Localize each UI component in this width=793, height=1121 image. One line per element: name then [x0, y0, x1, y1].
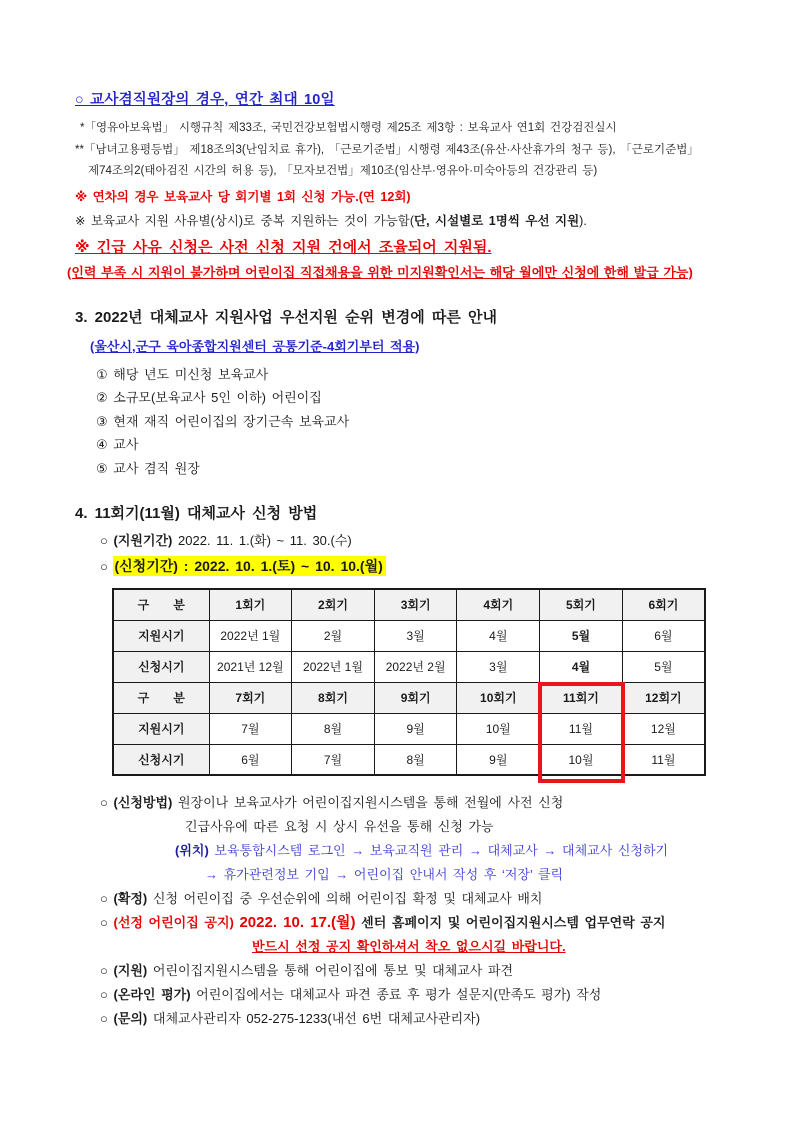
header-cell: 4회기	[457, 589, 540, 620]
location-line-1	[175, 839, 733, 863]
inquiry-line	[100, 1007, 733, 1031]
table-cell: 10월	[540, 744, 623, 775]
urgent-request-subnote: (인력 부족 시 지원이 불가하며 어린이집 직접채용을 위한 미지원확인서는 해당 월에만 신청에 한해 발급 가능)	[67, 264, 693, 280]
support-months-row-1	[113, 620, 705, 651]
round-schedule-table	[112, 588, 706, 776]
footnote-line-1: *「영유아보육법」 시행규칙 제33조, 국민건강보험법시행령 제25조 제3항 : 보육교사 연1회 건강검진실시	[80, 122, 617, 134]
priority-item-4: ④ 교사	[96, 437, 139, 452]
footnote-line-2: **「남녀고용평등법」 제18조의3(난임치료 휴가), 「근로기준법」시행령 제43조(유산·사산휴가의 청구 등), 「근로기준법」	[75, 143, 699, 156]
table-cell: 6월	[622, 620, 705, 651]
bullet-icon: ○	[100, 987, 108, 1002]
table-cell: 9월	[374, 713, 457, 744]
table-cell: 10월	[457, 713, 540, 744]
method-line	[100, 791, 733, 815]
table-cell: 8월	[374, 744, 457, 775]
table-header-row-2	[113, 682, 705, 713]
header-cell: 1회기	[209, 589, 292, 620]
notice-label: (선정 어린이집 공지)	[113, 915, 234, 930]
support-label: (지원)	[113, 963, 148, 978]
round-schedule-table-wrap	[112, 588, 706, 776]
table-cell: 3월	[374, 620, 457, 651]
teacher-director-limit-heading: ○ 교사겸직원장의 경우, 연간 최대 10일	[75, 92, 335, 108]
evaluation-line	[100, 983, 733, 1007]
evaluation-label: (온라인 평가)	[113, 987, 191, 1002]
note-bold-part: 단, 시설별로 1명씩 우선 지원	[414, 213, 580, 228]
header-cell: 12회기	[622, 682, 705, 713]
header-cell: 11회기	[540, 682, 623, 713]
confirm-text: 신청 어린이집 중 우선순위에 의해 어린이집 확정 및 대체교사 배치	[152, 891, 543, 906]
support-period-value: 2022. 11. 1.(화) ~ 11. 30.(수)	[178, 533, 352, 548]
header-cell: 7회기	[209, 682, 292, 713]
table-cell: 7월	[209, 713, 292, 744]
header-cell: 3회기	[374, 589, 457, 620]
table-cell: 11월	[540, 713, 623, 744]
table-cell: 2022년 1월	[292, 651, 375, 682]
header-cell: 10회기	[457, 682, 540, 713]
priority-item-2: ② 소규모(보육교사 5인 이하) 어린이집	[96, 390, 322, 405]
confirm-label: (확정)	[113, 891, 148, 906]
apply-months-row-2	[113, 744, 705, 775]
annual-leave-note: ※ 연차의 경우 보육교사 당 회기별 1회 신청 가능.(연 12회)	[75, 189, 411, 204]
apply-months-row-1	[113, 651, 705, 682]
corner-label: 구 분	[113, 589, 209, 620]
row-label: 신청시기	[113, 651, 209, 682]
notice-line	[100, 911, 733, 935]
priority-item-5: ⑤ 교사 겸직 원장	[96, 460, 200, 476]
section4-title: 4. 11회기(11월) 대체교사 신청 방법	[75, 505, 318, 522]
note-suffix: ).	[579, 213, 587, 228]
table-cell: 6월	[209, 744, 292, 775]
apply-period-highlight: (신청기간) : 2022. 10. 1.(토) ~ 10. 10.(월)	[113, 556, 385, 576]
table-cell: 2022년 2월	[374, 651, 457, 682]
support-line	[100, 959, 733, 983]
table-cell: 11월	[622, 744, 705, 775]
method-label: (신청방법)	[113, 795, 173, 810]
section4-bullet-list	[100, 791, 733, 1031]
method-subline: 긴급사유에 따른 요청 시 상시 유선을 통해 신청 가능	[185, 819, 494, 834]
location-line-2: → 휴가관련정보 기입 → 어린이집 안내서 작성 후 ‘저장’ 클릭	[205, 867, 564, 882]
header-cell: 9회기	[374, 682, 457, 713]
table-cell: 12월	[622, 713, 705, 744]
corner-label: 구 분	[113, 682, 209, 713]
notice-text: 센터 홈페이지 및 어린이집지원시스템 업무연락 공지	[361, 915, 666, 930]
bullet-icon: ○	[100, 891, 108, 906]
header-cell: 5회기	[540, 589, 623, 620]
duplicate-support-note	[75, 211, 733, 229]
urgent-request-note: ※ 긴급 사유 신청은 사전 신청 지원 건에서 조율되어 지원됨.	[75, 238, 492, 256]
priority-item-3: ③ 현재 재직 어린이집의 장기근속 보육교사	[96, 413, 350, 429]
inquiry-text: 대체교사관리자 052-275-1233(내선 6번 대체교사관리자)	[152, 1011, 481, 1026]
method-text: 원장이나 보육교사가 어린이집지원시스템을 통해 전월에 사전 신청	[178, 795, 564, 810]
support-months-row-2	[113, 713, 705, 744]
table-cell: 8월	[292, 713, 375, 744]
header-cell: 6회기	[622, 589, 705, 620]
notice-date: 2022. 10. 17.(월)	[239, 914, 356, 931]
priority-list	[96, 363, 733, 481]
footnote-line-3: 제74조의2(태아검진 시간의 허용 등), 「모자보건법」제10조(임산부·영유아·미숙아등의 건강관리 등)	[88, 165, 598, 177]
bullet-icon: ○	[100, 915, 108, 930]
priority-item-1: ① 해당 년도 미신청 보육교사	[96, 366, 269, 382]
header-cell: 8회기	[292, 682, 375, 713]
bullet-icon: ○	[100, 795, 108, 810]
table-cell: 2월	[292, 620, 375, 651]
row-label: 지원시기	[113, 620, 209, 651]
bullet-icon: ○	[100, 963, 108, 978]
apply-period-line	[100, 556, 733, 576]
table-cell: 2022년 1월	[209, 620, 292, 651]
confirm-line	[100, 887, 733, 911]
legal-footnotes	[75, 118, 733, 183]
bullet-icon: ○	[100, 533, 108, 548]
table-cell: 9월	[457, 744, 540, 775]
inquiry-label: (문의)	[113, 1011, 148, 1026]
section3-title: 3. 2022년 대체교사 지원사업 우선지원 순위 변경에 따른 안내	[75, 308, 498, 326]
table-cell: 5월	[540, 620, 623, 651]
location-path-1: 보육통합시스템 로그인 → 보육교직원 관리 → 대체교사 → 대체교사 신청하기	[214, 843, 669, 858]
table-header-row-1	[113, 589, 705, 620]
table-cell: 4월	[540, 651, 623, 682]
support-period-line	[100, 530, 733, 549]
row-label: 신청시기	[113, 744, 209, 775]
table-cell: 3월	[457, 651, 540, 682]
table-cell: 4월	[457, 620, 540, 651]
table-cell: 7월	[292, 744, 375, 775]
table-cell: 5월	[622, 651, 705, 682]
location-label: (위치)	[175, 843, 209, 858]
bullet-icon: ○	[100, 1011, 108, 1026]
section3-subtitle: (울산시,군구 육아종합지원센터 공통기준-4회기부터 적용)	[90, 338, 420, 354]
note-prefix: ※ 보육교사 지원 사유별(상시)로 중복 지원하는 것이 가능함(	[75, 213, 414, 228]
support-period-label: (지원기간)	[113, 533, 173, 548]
bullet-icon: ○	[100, 559, 108, 574]
support-text: 어린이집지원시스템을 통해 어린이집에 통보 및 대체교사 파견	[152, 963, 514, 978]
table-cell: 2021년 12월	[209, 651, 292, 682]
row-label: 지원시기	[113, 713, 209, 744]
header-cell: 2회기	[292, 589, 375, 620]
notice-warning: 반드시 선정 공지 확인하셔서 착오 없으시길 바랍니다.	[252, 939, 566, 954]
evaluation-text: 어린이집에서는 대체교사 파견 종료 후 평가 설문지(만족도 평가) 작성	[196, 987, 602, 1002]
